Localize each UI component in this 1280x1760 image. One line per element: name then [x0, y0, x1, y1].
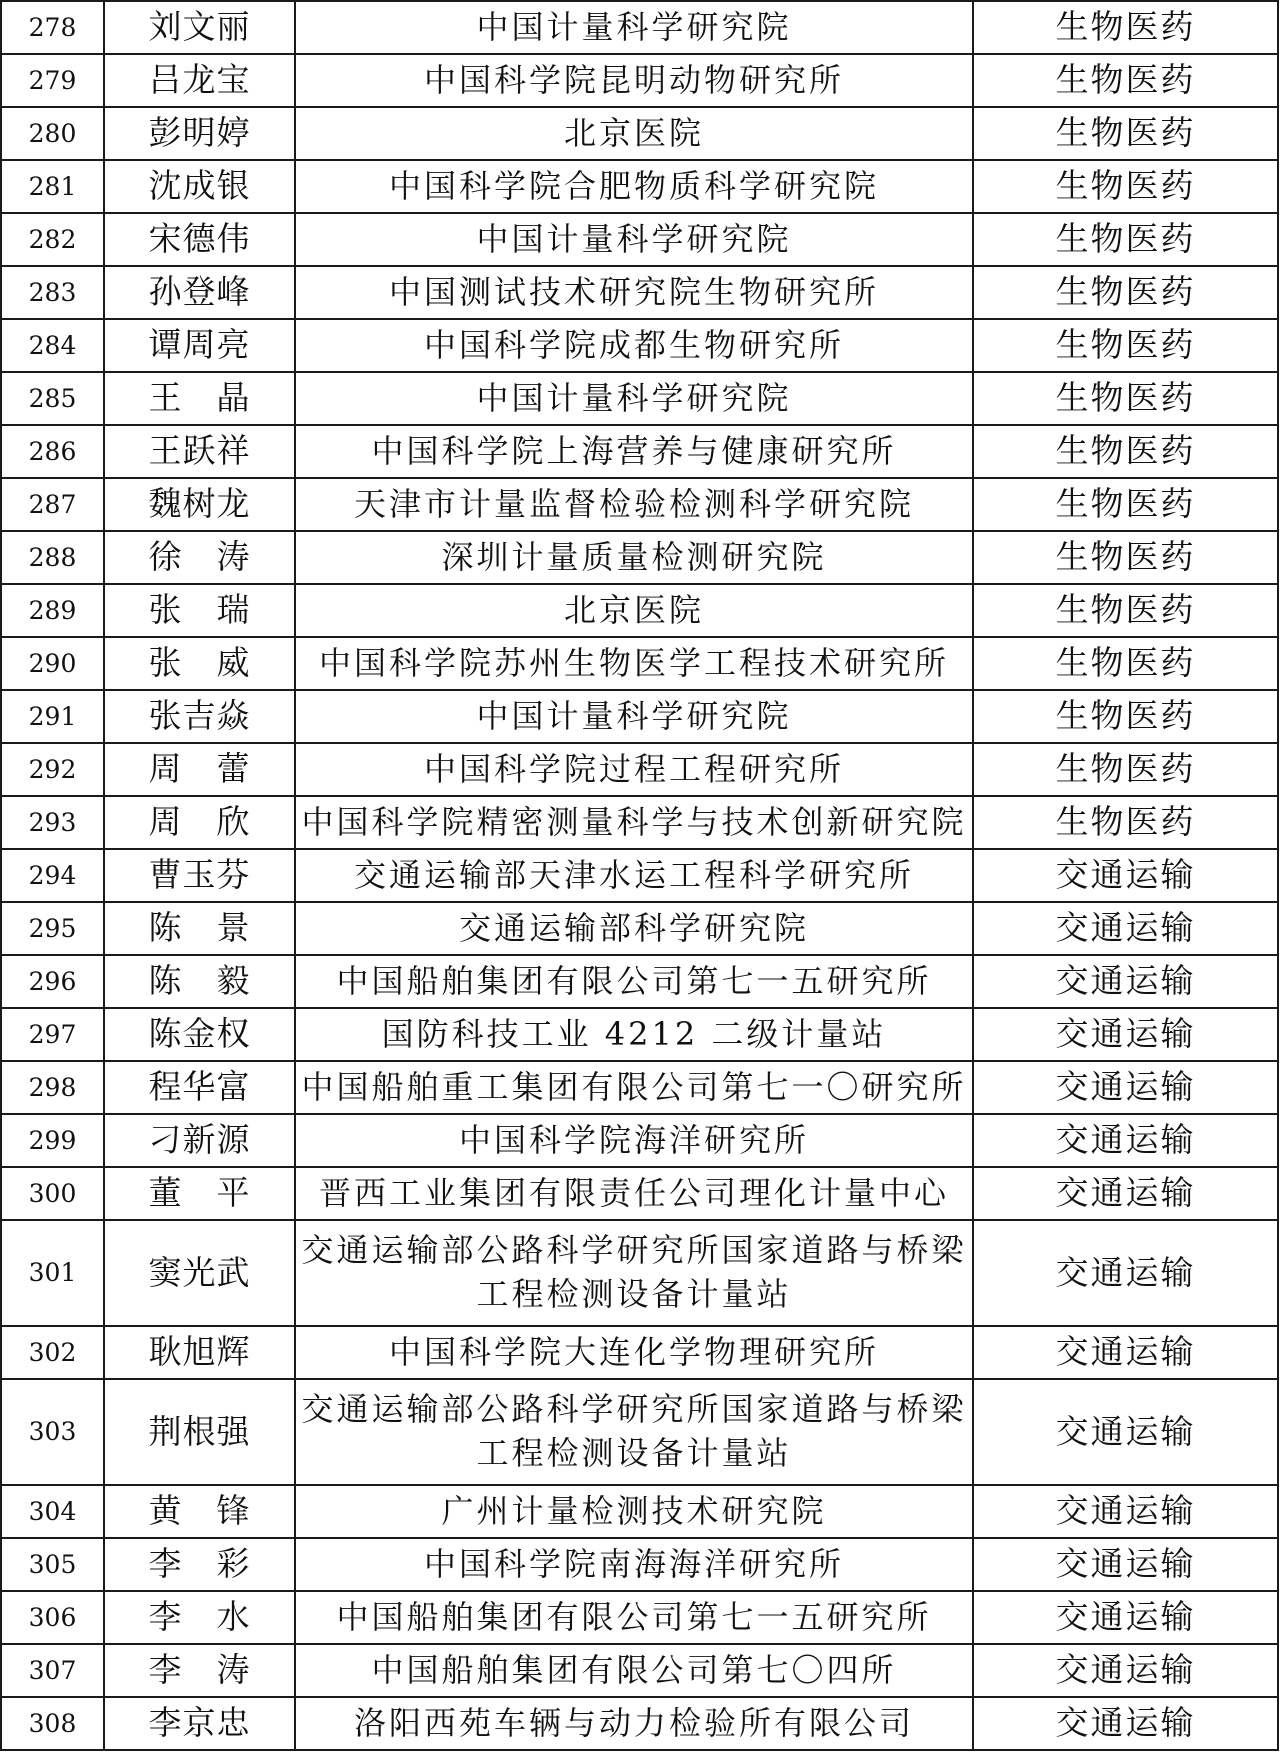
name-cell: 徐 涛: [104, 531, 295, 584]
name-cell: 张 瑞: [104, 584, 295, 637]
table-row: [1, 107, 1278, 160]
table-row: [1, 1538, 1278, 1591]
field-cell: 交通运输: [973, 1485, 1278, 1538]
organization-cell: 北京医院: [295, 584, 973, 637]
name-cell: 陈 毅: [104, 955, 295, 1008]
row-number-cell: 294: [1, 849, 104, 902]
field-cell: 生物医药: [973, 478, 1278, 531]
table-row: [1, 1379, 1278, 1485]
row-number-cell: 297: [1, 1008, 104, 1061]
row-number-cell: 282: [1, 213, 104, 266]
field-cell: 交通运输: [973, 1379, 1278, 1485]
organization-cell: 中国计量科学研究院: [295, 372, 973, 425]
field-cell: 交通运输: [973, 1167, 1278, 1220]
name-cell: 荆根强: [104, 1379, 295, 1485]
row-number-cell: 298: [1, 1061, 104, 1114]
organization-cell: 交通运输部公路科学研究所国家道路与桥梁工程检测设备计量站: [295, 1379, 973, 1485]
name-cell: 董 平: [104, 1167, 295, 1220]
name-cell: 谭周亮: [104, 319, 295, 372]
organization-cell: 晋西工业集团有限责任公司理化计量中心: [295, 1167, 973, 1220]
row-number-cell: 305: [1, 1538, 104, 1591]
table-row: [1, 266, 1278, 319]
name-cell: 沈成银: [104, 160, 295, 213]
table-row: [1, 1697, 1278, 1750]
organization-cell: 天津市计量监督检验检测科学研究院: [295, 478, 973, 531]
name-cell: 孙登峰: [104, 266, 295, 319]
row-number-cell: 287: [1, 478, 104, 531]
table-row: [1, 531, 1278, 584]
table-row: [1, 637, 1278, 690]
table-row: [1, 902, 1278, 955]
row-number-cell: 304: [1, 1485, 104, 1538]
organization-cell: 中国测试技术研究院生物研究所: [295, 266, 973, 319]
field-cell: 生物医药: [973, 160, 1278, 213]
table-row: [1, 1, 1278, 54]
organization-cell: 中国科学院合肥物质科学研究院: [295, 160, 973, 213]
name-cell: 陈 景: [104, 902, 295, 955]
organization-cell: 中国计量科学研究院: [295, 690, 973, 743]
row-number-cell: 284: [1, 319, 104, 372]
organization-cell: 中国科学院南海海洋研究所: [295, 1538, 973, 1591]
table-row: [1, 160, 1278, 213]
row-number-cell: 302: [1, 1326, 104, 1379]
row-number-cell: 280: [1, 107, 104, 160]
field-cell: 生物医药: [973, 425, 1278, 478]
name-cell: 李 彩: [104, 1538, 295, 1591]
field-cell: 交通运输: [973, 1008, 1278, 1061]
organization-cell: 中国计量科学研究院: [295, 213, 973, 266]
table-row: [1, 478, 1278, 531]
field-cell: 生物医药: [973, 1, 1278, 54]
table-row: [1, 1061, 1278, 1114]
field-cell: 生物医药: [973, 107, 1278, 160]
organization-cell: 国防科技工业 4212 二级计量站: [295, 1008, 973, 1061]
organization-cell: 深圳计量质量检测研究院: [295, 531, 973, 584]
row-number-cell: 283: [1, 266, 104, 319]
name-cell: 程华富: [104, 1061, 295, 1114]
row-number-cell: 281: [1, 160, 104, 213]
row-number-cell: 308: [1, 1697, 104, 1750]
name-cell: 刁新源: [104, 1114, 295, 1167]
field-cell: 交通运输: [973, 955, 1278, 1008]
field-cell: 交通运输: [973, 849, 1278, 902]
organization-cell: 中国科学院苏州生物医学工程技术研究所: [295, 637, 973, 690]
field-cell: 生物医药: [973, 743, 1278, 796]
table-row: [1, 54, 1278, 107]
row-number-cell: 303: [1, 1379, 104, 1485]
row-number-cell: 291: [1, 690, 104, 743]
name-cell: 周 蕾: [104, 743, 295, 796]
organization-cell: 交通运输部公路科学研究所国家道路与桥梁工程检测设备计量站: [295, 1220, 973, 1326]
organization-cell: 交通运输部科学研究院: [295, 902, 973, 955]
field-cell: 生物医药: [973, 266, 1278, 319]
organization-cell: 北京医院: [295, 107, 973, 160]
row-number-cell: 307: [1, 1644, 104, 1697]
organization-cell: 中国科学院成都生物研究所: [295, 319, 973, 372]
row-number-cell: 300: [1, 1167, 104, 1220]
name-cell: 黄 锋: [104, 1485, 295, 1538]
name-cell: 宋德伟: [104, 213, 295, 266]
name-cell: 王 晶: [104, 372, 295, 425]
organization-cell: 中国科学院过程工程研究所: [295, 743, 973, 796]
table-row: [1, 849, 1278, 902]
field-cell: 交通运输: [973, 1697, 1278, 1750]
name-cell: 刘文丽: [104, 1, 295, 54]
field-cell: 交通运输: [973, 902, 1278, 955]
name-cell: 周 欣: [104, 796, 295, 849]
field-cell: 生物医药: [973, 584, 1278, 637]
row-number-cell: 299: [1, 1114, 104, 1167]
name-cell: 耿旭辉: [104, 1326, 295, 1379]
table-row: [1, 372, 1278, 425]
row-number-cell: 288: [1, 531, 104, 584]
table-row: [1, 1644, 1278, 1697]
row-number-cell: 278: [1, 1, 104, 54]
name-cell: 魏树龙: [104, 478, 295, 531]
organization-cell: 中国船舶集团有限公司第七〇四所: [295, 1644, 973, 1697]
name-cell: 曹玉芬: [104, 849, 295, 902]
field-cell: 生物医药: [973, 690, 1278, 743]
row-number-cell: 306: [1, 1591, 104, 1644]
table-row: [1, 425, 1278, 478]
table-row: [1, 1591, 1278, 1644]
table-row: [1, 690, 1278, 743]
field-cell: 交通运输: [973, 1538, 1278, 1591]
row-number-cell: 295: [1, 902, 104, 955]
table-row: [1, 213, 1278, 266]
field-cell: 交通运输: [973, 1591, 1278, 1644]
table-body: [1, 1, 1278, 1750]
row-number-cell: 279: [1, 54, 104, 107]
name-cell: 李 涛: [104, 1644, 295, 1697]
organization-cell: 洛阳西苑车辆与动力检验所有限公司: [295, 1697, 973, 1750]
organization-cell: 中国科学院昆明动物研究所: [295, 54, 973, 107]
field-cell: 生物医药: [973, 213, 1278, 266]
row-number-cell: 289: [1, 584, 104, 637]
field-cell: 生物医药: [973, 637, 1278, 690]
table-row: [1, 319, 1278, 372]
field-cell: 交通运输: [973, 1061, 1278, 1114]
name-cell: 王跃祥: [104, 425, 295, 478]
field-cell: 交通运输: [973, 1220, 1278, 1326]
name-cell: 张 威: [104, 637, 295, 690]
name-cell: 窦光武: [104, 1220, 295, 1326]
organization-cell: 广州计量检测技术研究院: [295, 1485, 973, 1538]
organization-cell: 交通运输部天津水运工程科学研究所: [295, 849, 973, 902]
row-number-cell: 285: [1, 372, 104, 425]
organization-cell: 中国科学院大连化学物理研究所: [295, 1326, 973, 1379]
organization-cell: 中国科学院上海营养与健康研究所: [295, 425, 973, 478]
table-row: [1, 1008, 1278, 1061]
organization-cell: 中国船舶集团有限公司第七一五研究所: [295, 955, 973, 1008]
table-row: [1, 743, 1278, 796]
organization-cell: 中国船舶重工集团有限公司第七一〇研究所: [295, 1061, 973, 1114]
table-row: [1, 1114, 1278, 1167]
organization-cell: 中国科学院精密测量科学与技术创新研究院: [295, 796, 973, 849]
name-cell: 吕龙宝: [104, 54, 295, 107]
table-row: [1, 1167, 1278, 1220]
table-row: [1, 955, 1278, 1008]
organization-cell: 中国科学院海洋研究所: [295, 1114, 973, 1167]
table-row: [1, 1326, 1278, 1379]
row-number-cell: 292: [1, 743, 104, 796]
row-number-cell: 290: [1, 637, 104, 690]
field-cell: 生物医药: [973, 372, 1278, 425]
row-number-cell: 293: [1, 796, 104, 849]
field-cell: 生物医药: [973, 54, 1278, 107]
field-cell: 交通运输: [973, 1326, 1278, 1379]
organization-cell: 中国船舶集团有限公司第七一五研究所: [295, 1591, 973, 1644]
field-cell: 交通运输: [973, 1114, 1278, 1167]
field-cell: 生物医药: [973, 531, 1278, 584]
row-number-cell: 286: [1, 425, 104, 478]
field-cell: 生物医药: [973, 319, 1278, 372]
table-row: [1, 796, 1278, 849]
row-number-cell: 296: [1, 955, 104, 1008]
table-row: [1, 1220, 1278, 1326]
name-cell: 彭明婷: [104, 107, 295, 160]
table-row: [1, 1485, 1278, 1538]
row-number-cell: 301: [1, 1220, 104, 1326]
table-row: [1, 584, 1278, 637]
field-cell: 生物医药: [973, 796, 1278, 849]
name-cell: 张吉焱: [104, 690, 295, 743]
name-cell: 陈金权: [104, 1008, 295, 1061]
name-cell: 李 水: [104, 1591, 295, 1644]
field-cell: 交通运输: [973, 1644, 1278, 1697]
organization-cell: 中国计量科学研究院: [295, 1, 973, 54]
name-cell: 李京忠: [104, 1697, 295, 1750]
